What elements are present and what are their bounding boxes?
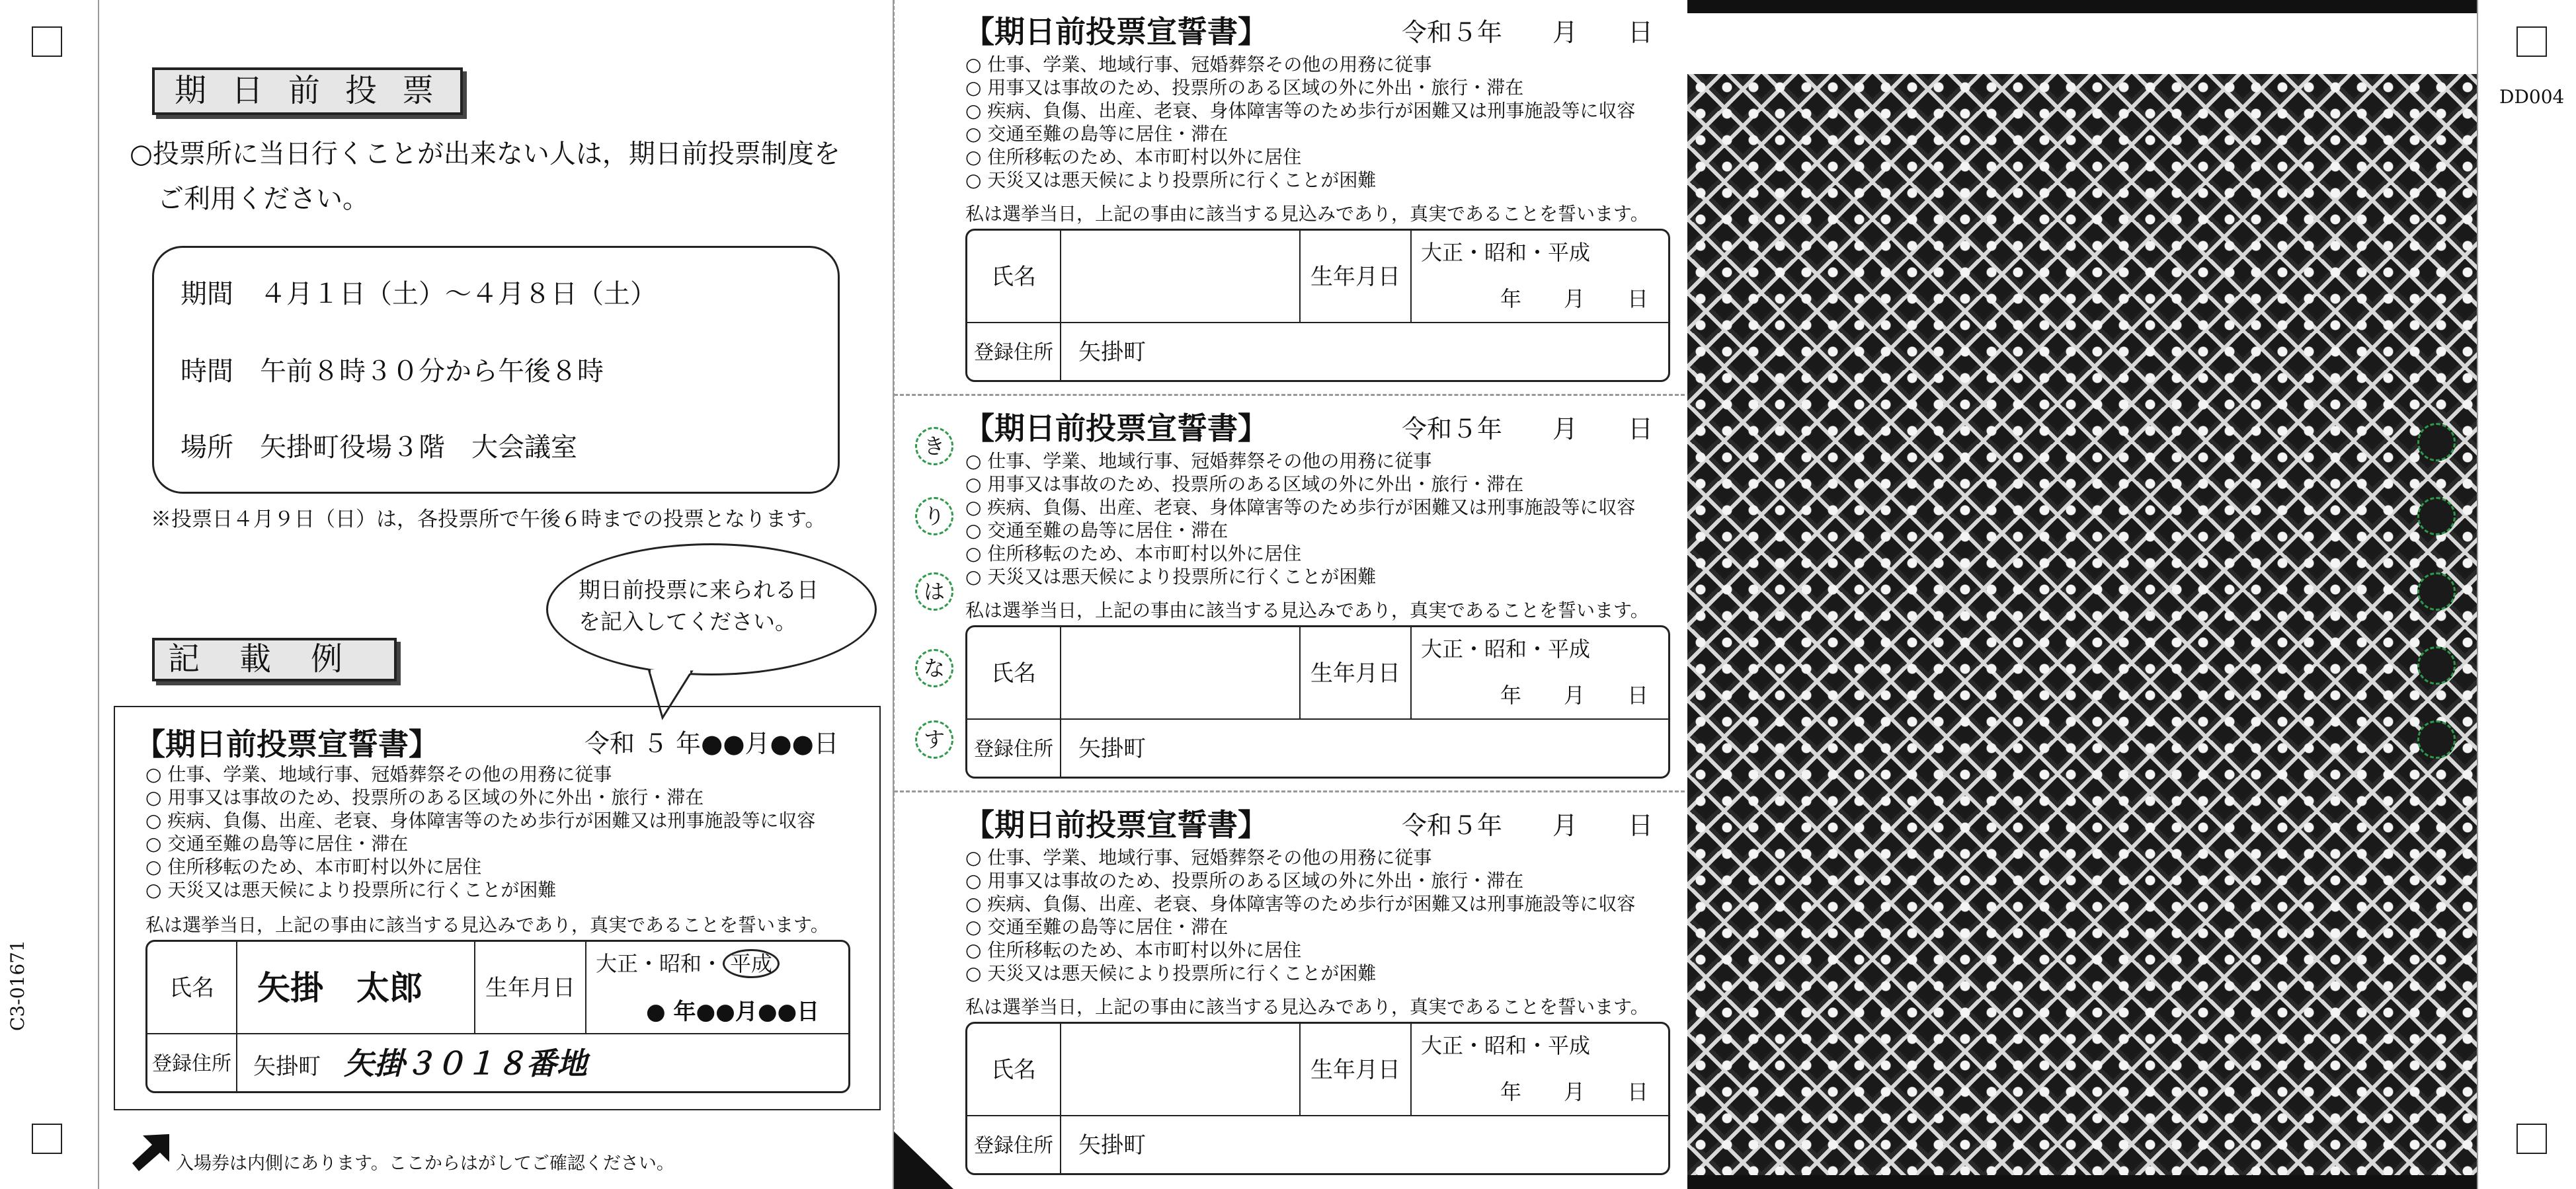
example-form: [114, 706, 881, 1110]
corner-mark: [894, 1131, 953, 1189]
top-bar: [1687, 0, 2477, 13]
punch-hole: [2417, 572, 2456, 611]
birth-field[interactable]: [1412, 1024, 1668, 1116]
form-title: 【期日前投票宣誓書】: [964, 14, 1268, 50]
oath-text: 私は選挙当日，上記の事由に該当する見込みであり，真実であることを誓います。: [145, 914, 829, 936]
fold-line: [2477, 0, 2478, 1189]
reason-item: ○ 天災又は悪天候により投票所に行くことが困難: [965, 962, 1635, 985]
form-title: 【期日前投票宣誓書】: [964, 410, 1268, 446]
address-field[interactable]: [1061, 323, 1668, 382]
name-field[interactable]: [1061, 1024, 1301, 1116]
reason-list: [965, 449, 1635, 588]
address-label: 登録住所: [147, 1034, 237, 1093]
oath-form-2: [952, 397, 1679, 786]
example-birth: [586, 942, 848, 1034]
schedule-box: [152, 246, 840, 494]
reason-item: ○ 疾病、負傷、出産、老衰、身体障害等のため歩行が困難又は刑事施設等に収容: [965, 99, 1635, 122]
fold-line: [98, 0, 99, 1189]
reason-item: ○ 天災又は悪天候により投票所に行くことが困難: [965, 565, 1635, 588]
bubble-line-1: 期日前投票に来られる日: [579, 577, 819, 603]
oath-form-3: [952, 793, 1679, 1183]
reason-item: ○ 交通至難の島等に居住・滞在: [965, 122, 1635, 145]
name-label: 氏名: [147, 942, 237, 1034]
reason-item: ○ 住所移転のため、本市町村以外に居住: [965, 542, 1635, 565]
reason-item: ○ 住所移転のため、本市町村以外に居住: [145, 855, 815, 878]
place-label: 場所: [181, 432, 233, 463]
security-pattern: [1687, 74, 2477, 1175]
reason-item: ○ 交通至難の島等に居住・滞在: [965, 915, 1635, 939]
registration-mark: [2516, 1124, 2547, 1154]
intro-line-1: ○投票所に当日行くことが出来ない人は，期日前投票制度を: [130, 139, 840, 169]
time-label: 時間: [181, 356, 233, 387]
reason-item: ○ 仕事、学業、地域行事、冠婚葬祭その他の用務に従事: [145, 763, 815, 786]
right-code: DD004: [2499, 86, 2565, 108]
election-day-note: ※投票日４月９日（日）は，各投票所で午後６時までの投票となります。: [151, 508, 826, 531]
name-label: 氏名: [967, 231, 1061, 323]
reason-item: ○ 交通至難の島等に居住・滞在: [965, 519, 1635, 542]
address-label: 登録住所: [967, 323, 1061, 382]
reason-item: ○ 仕事、学業、地域行事、冠婚葬祭その他の用務に従事: [965, 53, 1635, 76]
example-name: 矢掛 太郎: [237, 942, 475, 1034]
oath-text: 私は選挙当日，上記の事由に該当する見込みであり，真実であることを誓います。: [965, 996, 1649, 1018]
example-title: 記載例: [152, 638, 397, 681]
address-label: 登録住所: [967, 1116, 1061, 1175]
form-title: 【期日前投票宣誓書】: [964, 807, 1268, 843]
era-options: 大正・昭和・: [596, 951, 723, 976]
period-value: ４月１日（土）～４月８日（土）: [260, 279, 657, 309]
address-prefix: 矢掛町: [1078, 1132, 1146, 1159]
reason-list: [965, 846, 1635, 985]
punch-hole: [2417, 497, 2456, 535]
reason-item: ○ 天災又は悪天候により投票所に行くことが困難: [145, 878, 815, 901]
oath-text: 私は選挙当日，上記の事由に該当する見込みであり，真実であることを誓います。: [965, 203, 1649, 225]
reason-item: ○ 住所移転のため、本市町村以外に居住: [965, 939, 1635, 962]
reason-item: ○ 用事又は事故のため、投票所のある区域の外に外出・旅行・滞在: [965, 869, 1635, 892]
reason-item: ○ 住所移転のため、本市町村以外に居住: [965, 145, 1635, 169]
tab-seal: は: [915, 572, 953, 611]
peel-arrow-icon: [130, 1133, 172, 1172]
name-label: 氏名: [967, 1024, 1061, 1116]
reason-item: ○ 用事又は事故のため、投票所のある区域の外に外出・旅行・滞在: [965, 473, 1635, 496]
punch-hole: [2417, 423, 2456, 461]
address-prefix: 矢掛町: [1078, 339, 1146, 365]
form-date: 令和５年 月 日: [1402, 414, 1654, 443]
tab-seal: す: [915, 720, 953, 759]
name-field[interactable]: [1061, 627, 1301, 720]
perforation-line: [893, 0, 895, 1189]
birth-label: 生年月日: [1301, 627, 1412, 720]
reason-item: ○ 用事又は事故のため、投票所のある区域の外に外出・旅行・滞在: [965, 76, 1635, 99]
period-label: 期間: [181, 279, 233, 309]
reason-item: ○ 交通至難の島等に居住・滞在: [145, 832, 815, 855]
era-options: 大正・昭和・平成: [1421, 636, 1591, 662]
place-value: 矢掛町役場３階 大会議室: [260, 432, 577, 463]
tab-seal: き: [915, 427, 953, 465]
ymd-label: 年 月 日: [1500, 683, 1649, 708]
punch-hole: [2417, 720, 2456, 759]
footer-text: 入場券は内側にあります。ここからはがしてご確認ください。: [176, 1153, 674, 1174]
reason-item: ○ 仕事、学業、地域行事、冠婚葬祭その他の用務に従事: [965, 449, 1635, 473]
name-field[interactable]: [1061, 231, 1301, 323]
punch-hole: [2417, 646, 2456, 685]
address-prefix: 矢掛町: [253, 1054, 321, 1080]
oath-table: [965, 625, 1670, 779]
birth-field[interactable]: [1412, 627, 1668, 720]
form-date: 令和５年 月 日: [1402, 811, 1654, 840]
form-title: 【期日前投票宣誓書】: [135, 726, 439, 762]
perforation-line: [894, 790, 1685, 792]
reason-item: ○ 疾病、負傷、出産、老衰、身体障害等のため歩行が困難又は刑事施設等に収容: [965, 892, 1635, 915]
tab-seal: り: [915, 497, 953, 535]
address-field[interactable]: [1061, 720, 1668, 779]
era-selected: 平成: [723, 949, 780, 978]
tab-seal: な: [915, 649, 953, 687]
birth-label: 生年月日: [1301, 231, 1412, 323]
early-voting-title: 期日前投票: [152, 67, 463, 115]
registration-mark: [2516, 26, 2547, 57]
reason-item: ○ 疾病、負傷、出産、老衰、身体障害等のため歩行が困難又は刑事施設等に収容: [145, 809, 815, 832]
intro-line-2: ご利用ください。: [157, 184, 369, 214]
perforation-line: [894, 394, 1685, 396]
oath-table: [965, 1022, 1670, 1175]
example-address: 矢掛３０１８番地: [343, 1046, 587, 1081]
era-options: 大正・昭和・平成: [1421, 240, 1591, 265]
reason-list: [965, 53, 1635, 192]
time-value: 午前８時３０分から午後８時: [260, 356, 604, 387]
speech-bubble: [546, 543, 877, 675]
registration-mark: [32, 1124, 62, 1154]
birth-label: 生年月日: [1301, 1024, 1412, 1116]
era-options: 大正・昭和・平成: [1421, 1033, 1591, 1058]
example-date: 令和 ５ 年●●月●●日: [584, 729, 839, 758]
oath-table: [965, 229, 1670, 382]
bubble-line-2: を記入してください。: [579, 609, 797, 634]
oath-text: 私は選挙当日，上記の事由に該当する見込みであり，真実であることを誓います。: [965, 599, 1649, 621]
reason-list: [145, 763, 815, 901]
reason-item: ○ 天災又は悪天候により投票所に行くことが困難: [965, 169, 1635, 192]
address-label: 登録住所: [967, 720, 1061, 779]
bottom-bar: [1687, 1175, 2477, 1189]
birth-field[interactable]: [1412, 231, 1668, 323]
side-code: C3-01671: [7, 940, 28, 1031]
reason-item: ○ 用事又は事故のため、投票所のある区域の外に外出・旅行・滞在: [145, 786, 815, 809]
address-field[interactable]: [1061, 1116, 1668, 1175]
example-table: [145, 940, 850, 1093]
example-birth-date: ● 年●●月●●日: [646, 999, 820, 1025]
address-prefix: 矢掛町: [1078, 736, 1146, 762]
reason-item: ○ 疾病、負傷、出産、老衰、身体障害等のため歩行が困難又は刑事施設等に収容: [965, 496, 1635, 519]
ymd-label: 年 月 日: [1500, 286, 1649, 311]
registration-mark: [32, 26, 62, 57]
reason-item: ○ 仕事、学業、地域行事、冠婚葬祭その他の用務に従事: [965, 846, 1635, 869]
oath-form-1: [952, 0, 1679, 390]
birth-label: 生年月日: [475, 942, 586, 1034]
name-label: 氏名: [967, 627, 1061, 720]
form-date: 令和５年 月 日: [1402, 18, 1654, 47]
ymd-label: 年 月 日: [1500, 1079, 1649, 1104]
